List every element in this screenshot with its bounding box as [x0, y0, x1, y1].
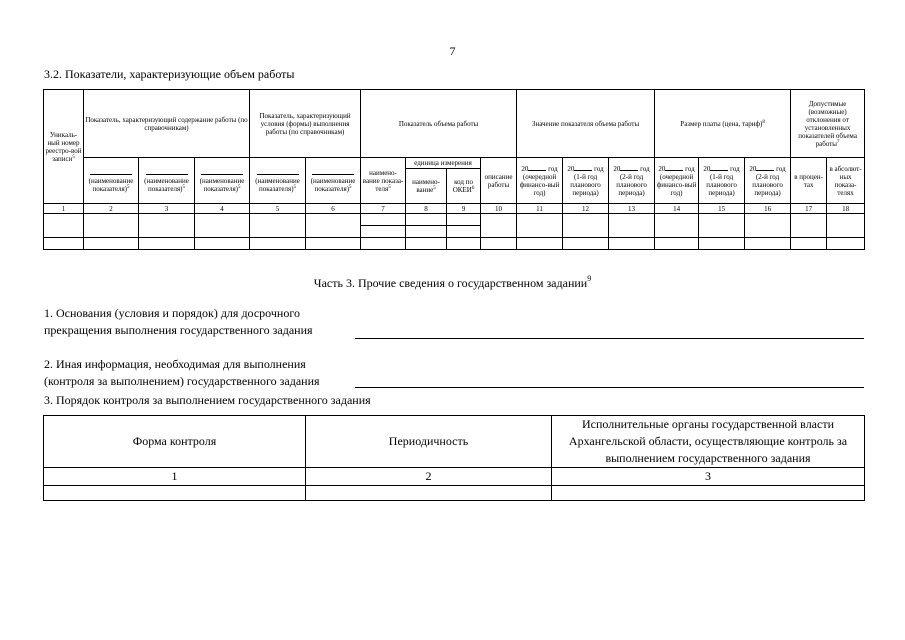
header-volume-indicator: Показатель объема работы [361, 90, 517, 158]
header-okei-code: код по ОКЕИ$^6$ [447, 169, 481, 204]
header-value-year-first: 20 год (1-й год планового периода) [563, 158, 609, 204]
header-indicator-name-5: (наименование показателя)$^5$ [306, 158, 361, 204]
header-executive-bodies: Исполнительные органы государственной власти Архангельской области, осуществляющие контроль за выполнением государственного задания [552, 416, 865, 468]
header-value-year-second: 20 год (2-й год планового периода) [609, 158, 655, 204]
header-fee-year-first: 20 год (1-й год планового периода) [699, 158, 745, 204]
header-indicator-name-2: (наименование показателя)$^5$ [139, 158, 195, 204]
item1-text: 1. Основания (условия и порядок) для досрочного прекращения выполнения государственного задания [44, 306, 313, 337]
header-unique-number: Уникаль-ный номер реестро-вой записи$^5$ [44, 90, 84, 204]
header-indicator-name-1: (наименование показателя)$^5$ [84, 158, 139, 204]
work-volume-table [43, 89, 865, 250]
header-deviation-absolute: в абсолют-ных показа-телях [827, 158, 865, 204]
header-indicator-name-3: (наименование показателя)$^5$ [195, 158, 250, 204]
header-conditions-indicator: Показатель, характеризующий условия (формы) выполнения работы (по справочникам) [250, 90, 361, 158]
header-control-form: Форма контроля [44, 416, 306, 468]
table-row [44, 214, 865, 226]
column-numbers-row: 1 2 3 [44, 468, 865, 486]
header-fee: Размер платы (цена, тариф)$^8$ [655, 90, 791, 158]
page-number: 7 [449, 44, 456, 58]
header-volume-name: наимено-вание показа-теля$^5$ [361, 158, 406, 204]
header-content-indicator: Показатель, характеризующий содержание работы (по справочникам) [84, 90, 250, 158]
header-fee-year-current: 20 год (очередной финансо-вый год) [655, 158, 699, 204]
header-fee-year-second: 20 год (2-й год планового периода) [745, 158, 791, 204]
section-3-2-title: 3.2. Показатели, характеризующие объем работы [44, 67, 295, 81]
table-row [44, 238, 865, 250]
header-periodicity: Периодичность [306, 416, 552, 468]
item3-text: 3. Порядок контроля за выполнением государственного задания [44, 393, 371, 407]
header-deviation-percent: в процен-тах [791, 158, 827, 204]
item2-fill-line [355, 387, 864, 388]
header-deviation: Допустимые (возможные) отклонения от установленных показателей объема работы$^7$ [791, 90, 865, 158]
header-unit: единица измерения [406, 158, 481, 169]
header-indicator-name-4: (наименование показателя)$^5$ [250, 158, 306, 204]
item1-fill-line [355, 338, 864, 339]
header-description: описание работы [481, 158, 517, 204]
header-unit-name: наимено-вание$^5$ [406, 169, 447, 204]
column-numbers-row: 1 2 3 4 5 6 7 8 9 10 11 12 13 14 15 16 17 18 [44, 204, 865, 214]
header-value-year-current: 20 год (очередной финансо-вый год) [517, 158, 563, 204]
table-row [44, 486, 865, 501]
control-table [43, 415, 865, 501]
part3-title: Часть 3. Прочие сведения о государственном задании$^9$ [313, 274, 592, 290]
item2-text: 2. Иная информация, необходимая для выполнения (контроля за выполнением) государственного задания [44, 357, 320, 388]
header-volume-value: Значение показателя объема работы [517, 90, 655, 158]
